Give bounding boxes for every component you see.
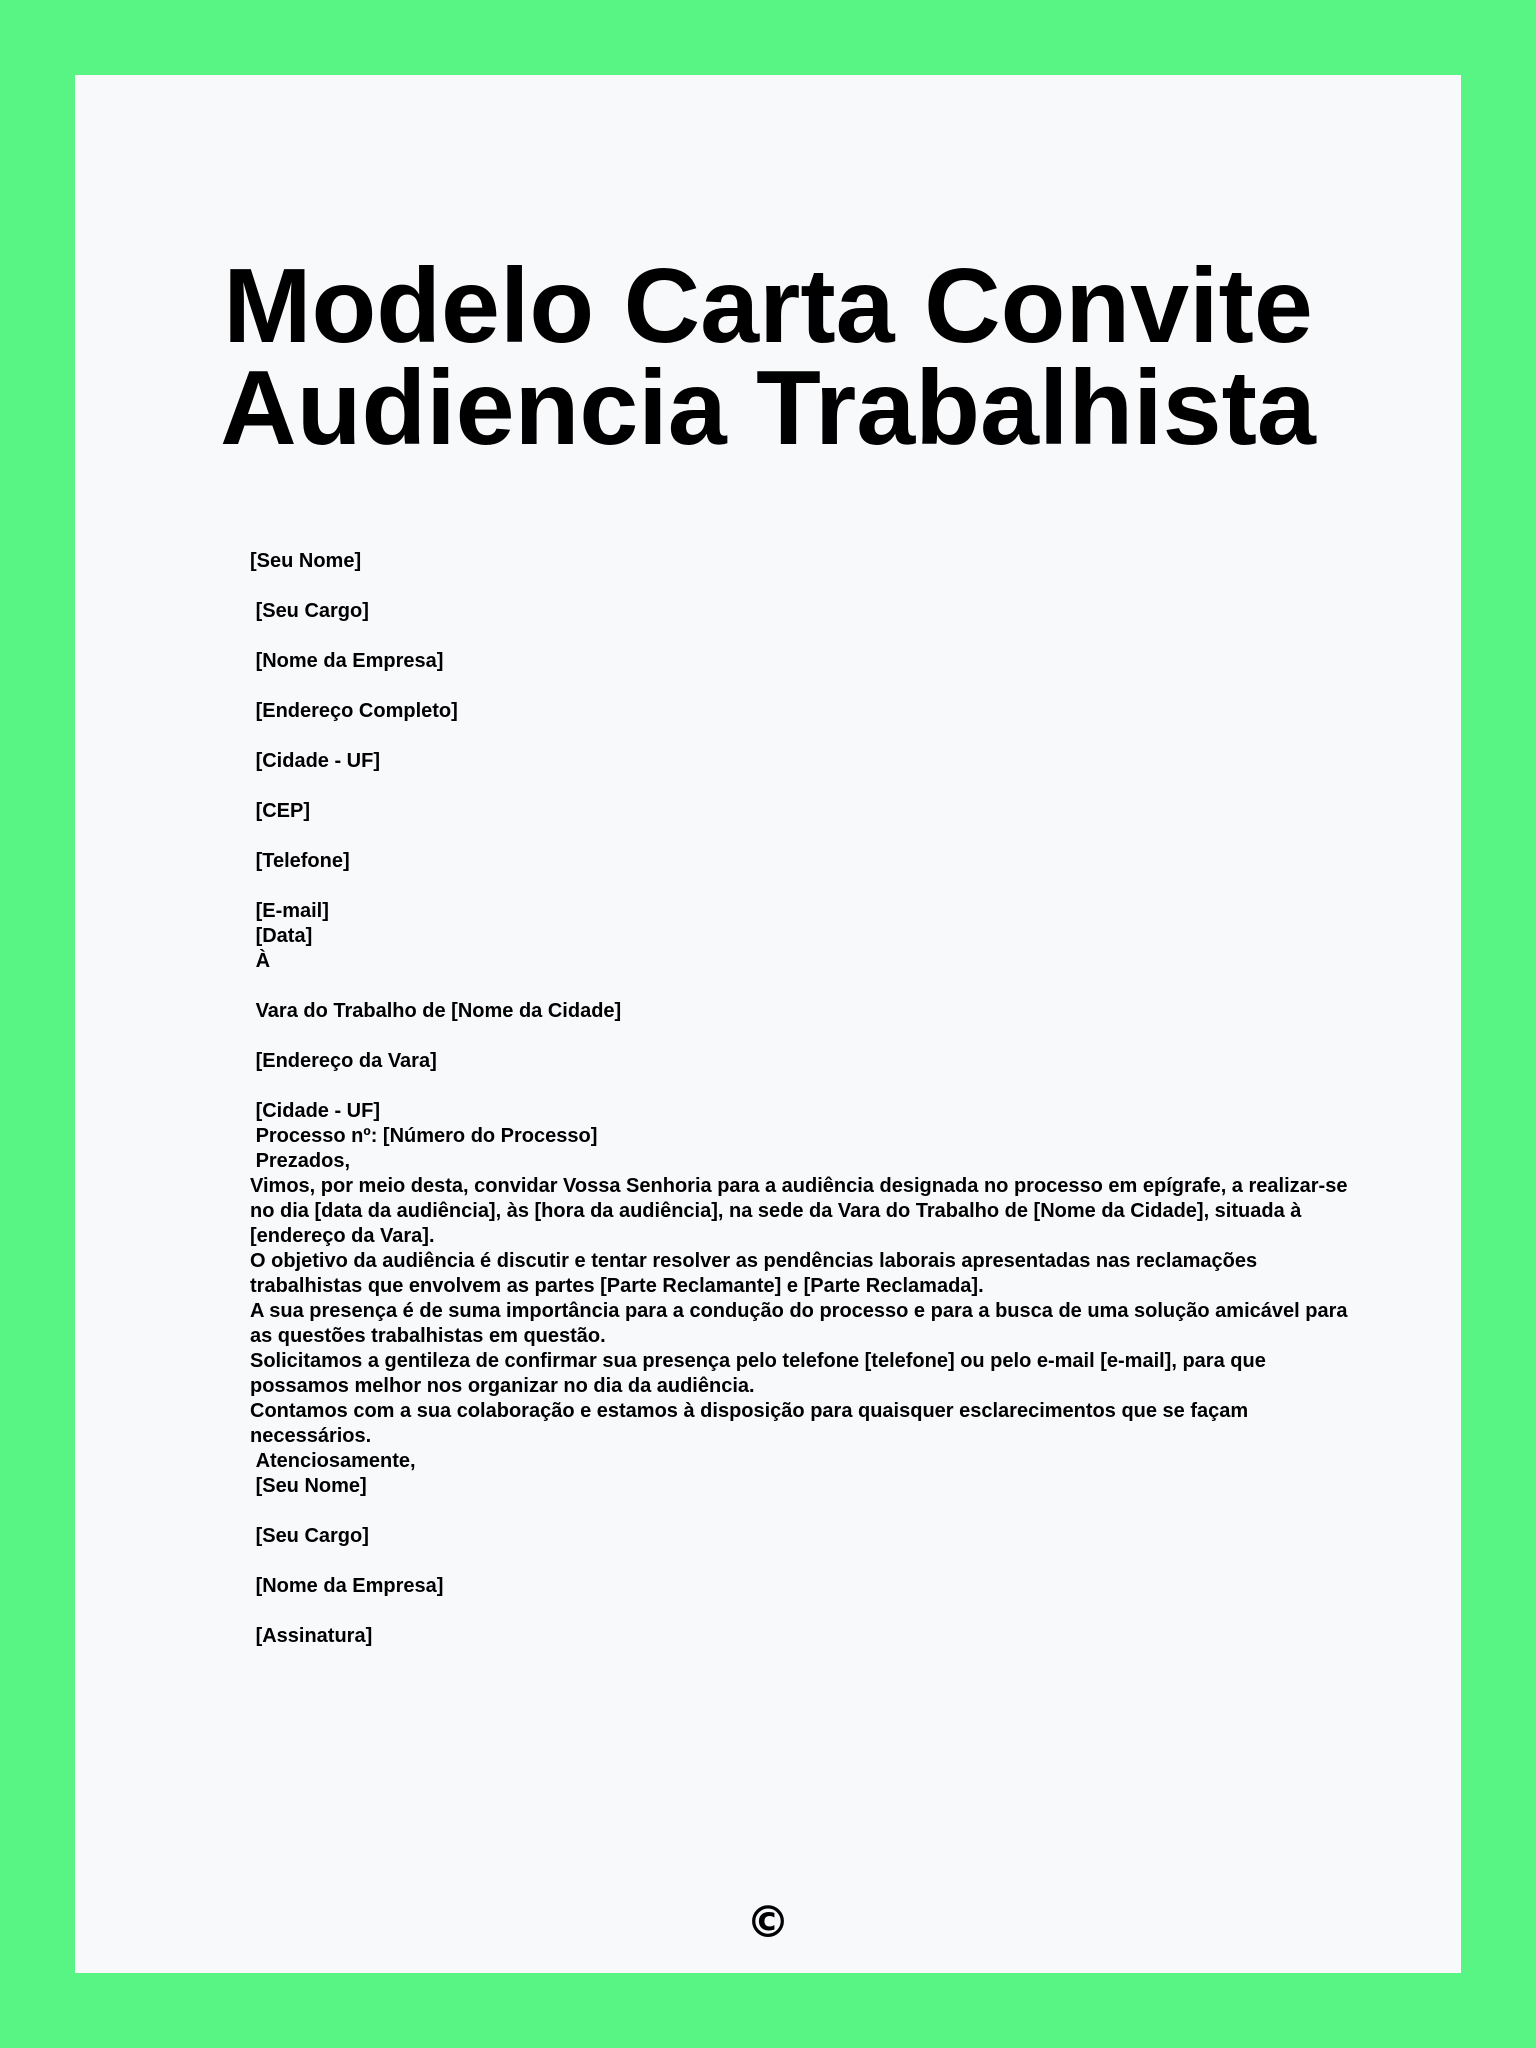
signature-role: [Seu Cargo]	[250, 1525, 369, 1547]
body-paragraph: Vimos, por meio desta, convidar Vossa Senhoria para a audiência designada no processo em epígrafe, a realizar-se no dia [data da audiência], às [hora da audiência], na sede da Vara do Trabalho de [Nome da Cidade], situada à [endereço da Vara].	[250, 1175, 1348, 1247]
sender-company: [Nome da Empresa]	[250, 650, 444, 672]
closing: Atenciosamente,	[250, 1450, 416, 1472]
sender-cep: [CEP]	[250, 800, 311, 822]
document-title	[75, 247, 1461, 467]
body-paragraph: A sua presença é de suma importância para a condução do processo e para a busca de uma solução amicável para as questões trabalhistas em questão.	[250, 1300, 1348, 1347]
signature-line: [Assinatura]	[250, 1625, 373, 1647]
sender-phone: [Telefone]	[250, 850, 350, 872]
sender-role: [Seu Cargo]	[250, 600, 369, 622]
signature-company: [Nome da Empresa]	[250, 1575, 444, 1597]
recipient-city: [Cidade - UF]	[250, 1100, 380, 1122]
signature-name: [Seu Nome]	[250, 1475, 367, 1497]
sender-city: [Cidade - UF]	[250, 750, 380, 772]
recipient-prefix: À	[250, 950, 271, 972]
title-line-2: Audiencia Trabalhista	[220, 349, 1316, 467]
title-line-1: Modelo Carta Convite	[223, 247, 1313, 365]
letter-date: [Data]	[250, 925, 313, 947]
greeting: Prezados,	[250, 1150, 351, 1172]
sender-address: [Endereço Completo]	[250, 700, 458, 722]
document-page	[75, 75, 1461, 1973]
body-paragraph: Solicitamos a gentileza de confirmar sua presença pelo telefone [telefone] ou pelo e-mail [e-mail], para que possamos melhor nos organizar no dia da audiência.	[250, 1350, 1266, 1397]
recipient-address: [Endereço da Vara]	[250, 1050, 437, 1072]
body-paragraph: Contamos com a sua colaboração e estamos à disposição para quaisquer esclarecimentos que se façam necessários.	[250, 1400, 1249, 1447]
sender-name: [Seu Nome]	[250, 550, 362, 572]
body-paragraph: O objetivo da audiência é discutir e tentar resolver as pendências laborais apresentadas nas reclamações trabalhistas que envolvem as partes [Parte Reclamante] e [Parte Reclamada].	[250, 1250, 1258, 1297]
letter-body	[250, 549, 1360, 1649]
recipient-court: Vara do Trabalho de [Nome da Cidade]	[250, 1000, 622, 1022]
process-number: Processo nº: [Número do Processo]	[250, 1125, 598, 1147]
copyright-icon: ©	[746, 1897, 790, 1948]
sender-email: [E-mail]	[250, 900, 329, 922]
